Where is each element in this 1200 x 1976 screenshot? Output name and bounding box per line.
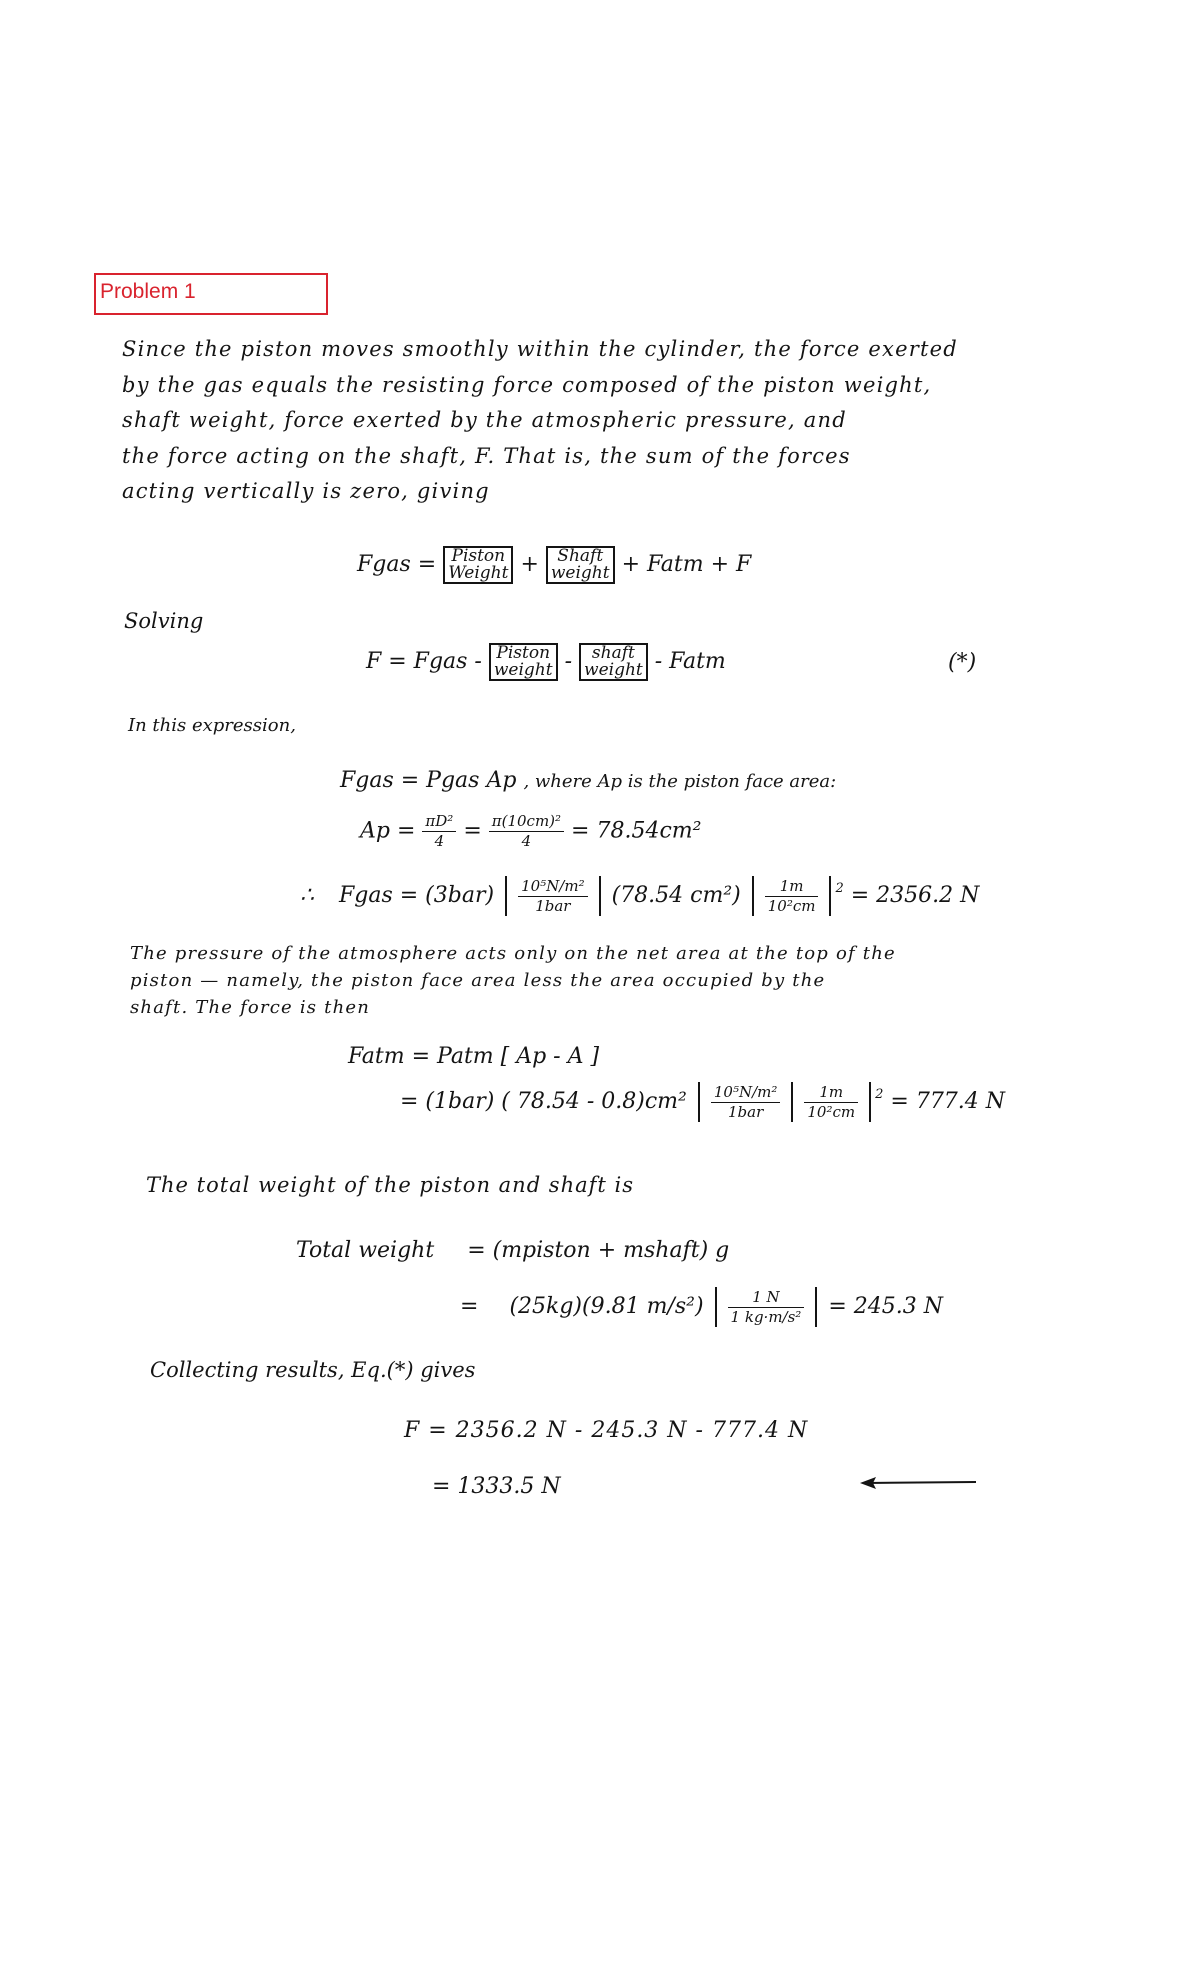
eq4-lhs: Ap = <box>360 818 416 844</box>
conversion-fraction <box>728 1288 805 1327</box>
equation-fatm-definition: Fatm = Patm [ Ap - A ] <box>348 1044 600 1069</box>
equation-final-sum: F = 2356.2 N - 245.3 N - 777.4 N <box>404 1418 809 1443</box>
eq1-lhs: Fgas = <box>357 552 437 577</box>
denominator: 1bar <box>535 896 571 915</box>
term-bottom: weight <box>550 563 610 583</box>
term-top: Piston <box>451 546 506 566</box>
term-top: Piston <box>496 643 551 663</box>
eq5-mid: (78.54 cm²) <box>611 883 741 908</box>
problem-label: Problem 1 <box>94 273 328 315</box>
term-bottom: Weight <box>448 563 509 583</box>
conversion-bar <box>829 876 831 916</box>
conversion-fraction <box>518 877 588 916</box>
conversion-bar <box>869 1082 871 1122</box>
equation-fatm-value <box>400 1082 1005 1122</box>
equation-final-result: = 1333.5 N <box>432 1474 561 1499</box>
conversion-bar <box>752 876 754 916</box>
shaft-weight-term <box>546 546 615 584</box>
eq8-rhs: = (mpiston + mshaft) g <box>467 1238 730 1263</box>
eq7-lhs: = (1bar) ( 78.54 - 0.8)cm² <box>400 1089 687 1114</box>
atm-line: piston — namely, the piston face area less the area occupied by the <box>130 970 826 991</box>
eq9-mid: (25kg)(9.81 m/s²) <box>509 1294 704 1319</box>
weight-intro: The total weight of the piston and shaft is <box>146 1173 635 1197</box>
numerator: 1 N <box>728 1288 805 1308</box>
equation-solved-force <box>366 643 726 681</box>
fraction <box>489 812 564 851</box>
denominator: 10²cm <box>767 896 816 915</box>
conversion-bar <box>505 876 507 916</box>
conversion-bar <box>698 1082 700 1122</box>
eq1-rest: + Fatm + F <box>621 552 752 577</box>
plus-sign: + <box>520 552 539 577</box>
eq5-result: = 2356.2 N <box>850 883 980 908</box>
therefore-symbol: ∴ <box>300 883 314 908</box>
equation-total-weight <box>296 1238 729 1263</box>
conversion-bar <box>715 1287 717 1327</box>
numerator: 1m <box>804 1083 858 1103</box>
eq9-lhs: = <box>460 1294 479 1319</box>
result-arrow-icon <box>858 1473 978 1493</box>
equation-piston-area <box>360 812 701 851</box>
denominator: 10²cm <box>807 1102 856 1121</box>
eq4-result: = 78.54cm² <box>571 818 702 844</box>
term-bottom: weight <box>493 660 553 680</box>
eq3-note: , where Ap is the piston face area: <box>523 771 837 792</box>
intro-line: acting vertically is zero, giving <box>122 479 490 503</box>
eq3-text: Fgas = Pgas Ap <box>340 768 517 793</box>
intro-line: by the gas equals the resisting force composed of the piston weight, <box>122 372 932 397</box>
atm-paragraph <box>130 940 1090 1021</box>
expression-label: In this expression, <box>128 715 296 736</box>
shaft-weight-term <box>579 643 648 681</box>
conversion-fraction <box>804 1083 858 1122</box>
term-top: shaft <box>591 643 635 663</box>
conversion-fraction <box>711 1083 781 1122</box>
equation-fgas-definition <box>340 768 836 793</box>
denominator: 4 <box>434 832 445 850</box>
eq2-rest: - Fatm <box>654 649 726 674</box>
conversion-bar <box>815 1287 817 1327</box>
intro-line: Since the piston moves smoothly within the cylinder, the force exerted <box>122 337 958 361</box>
eq5-lhs: Fgas = (3bar) <box>339 883 495 908</box>
conversion-fraction <box>765 877 819 916</box>
conversion-bar <box>599 876 601 916</box>
intro-line: shaft weight, force exerted by the atmospheric pressure, and <box>122 408 847 432</box>
equation-fgas-value <box>300 876 979 916</box>
denominator: 1bar <box>727 1102 764 1121</box>
intro-line: the force acting on the shaft, F. That is, the sum of the forces <box>122 443 851 468</box>
exponent: 2 <box>875 1087 884 1102</box>
fraction <box>422 812 456 851</box>
piston-weight-term <box>443 546 513 584</box>
eq8-lhs: Total weight <box>296 1238 435 1263</box>
eq7-result: = 777.4 N <box>890 1089 1006 1114</box>
solving-label: Solving <box>124 609 204 633</box>
term-bottom: weight <box>584 660 643 680</box>
equation-force-balance <box>357 546 751 584</box>
numerator: πD² <box>422 812 456 832</box>
equation-weight-value <box>460 1287 943 1327</box>
equation-marker: (*) <box>948 650 977 675</box>
numerator: 10⁵N/m² <box>518 877 588 897</box>
denominator: 1 kg·m/s² <box>730 1307 802 1326</box>
collecting-label: Collecting results, Eq.(*) gives <box>150 1358 476 1382</box>
numerator: 10⁵N/m² <box>711 1083 781 1103</box>
term-top: Shaft <box>557 546 604 566</box>
denominator: 4 <box>521 832 532 850</box>
numerator: 1m <box>765 877 819 897</box>
eq9-result: = 245.3 N <box>828 1294 943 1319</box>
minus-sign: - <box>564 649 573 674</box>
conversion-bar <box>791 1082 793 1122</box>
atm-line: The pressure of the atmosphere acts only on the net area at the top of the <box>130 943 896 964</box>
intro-paragraph <box>122 332 1082 510</box>
piston-weight-term <box>489 643 558 681</box>
exponent: 2 <box>835 881 844 896</box>
atm-line: shaft. The force is then <box>130 997 371 1018</box>
equals-sign: = <box>463 818 482 844</box>
numerator: π(10cm)² <box>489 812 564 832</box>
eq2-lhs: F = Fgas - <box>366 649 482 674</box>
